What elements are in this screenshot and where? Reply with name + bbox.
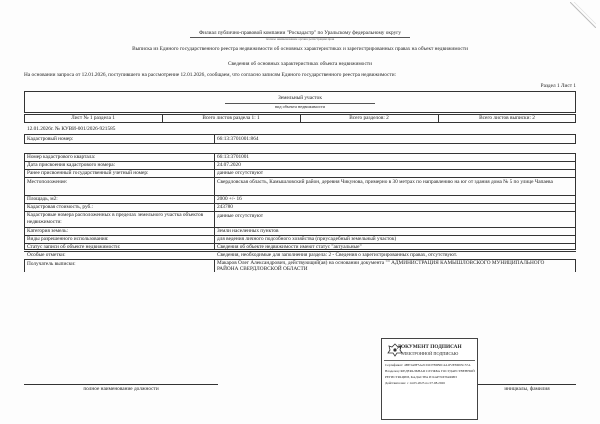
table-row-value: Сведения об объекте недвижимости имеют статус "актуальные" <box>217 244 362 250</box>
table-row-value: Макаров Олег Александрович, действующий(ая) на основании документа "" АДМИНИСТРАЦИЯ КАМЫШЛОВСКОГО МУНИЦИПАЛЬНОГО РАЙОНА СВЕРДЛОВСКОЙ ОБЛАСТИ <box>217 260 545 273</box>
object-type-caption: вид объекта недвижимости <box>275 104 325 109</box>
table-row-label: Виды разрешенного использования: <box>27 236 109 242</box>
extract-sheets-total: Всего листов выписки: 2 <box>479 115 535 121</box>
stamp-owner: Владелец: ФЕДЕРАЛЬНАЯ СЛУЖБА ГОСУДАРСТВЕННОЙ <box>385 369 475 373</box>
table-row-value: 66:13:3701001 <box>217 154 250 160</box>
table-row-value: Свердловская область, Камышловский район, деревня Чикунова, примерно в 30 метрах по направлению на юг от здания дома № 5 по улице Чапаева <box>217 179 553 185</box>
object-type: Земельный участок <box>278 95 322 101</box>
table-row-value: 243780 <box>217 204 233 210</box>
table-row-value: Сведения, необходимые для заполнения раздела: 2 - Сведения о зарегистрированных правах, отсутствуют. <box>217 252 458 258</box>
sheet-number: Лист № 1 раздела 1 <box>71 115 115 121</box>
document-title: Выписка из Единого государственного реестра недвижимости об основных характеристиках и зарегистрированных правах на объект недвижимости <box>132 46 468 52</box>
position-caption: полное наименование должности <box>83 386 159 392</box>
stamp-subtitle: ЭЛЕКТРОННОЙ ПОДПИСЬЮ <box>400 351 459 356</box>
table-row-label: Дата присвоения кадастрового номера: <box>27 162 116 168</box>
table-row-value: Земли населенных пунктов <box>217 228 279 234</box>
table-row-label: Кадастровые номера расположенных в пределах земельного участка объектов недвижимости: <box>27 212 204 225</box>
table-row-value: данные отсутствуют <box>217 213 264 219</box>
table-row-label: Местоположение: <box>27 179 68 185</box>
stamp-owner-cont: РЕГИСТРАЦИИ, КАДАСТРА И КАРТОГРАФИИ <box>385 375 457 379</box>
table-row-label: Категория земель: <box>27 228 68 234</box>
sheets-total: Всего листов раздела 1: 1 <box>202 115 260 121</box>
table-row-label: Особые отметки: <box>27 252 66 258</box>
cadastral-number-label: Кадастровый номер: <box>27 136 74 142</box>
stamp-certificate: Сертификат: 4ВЕ3А8F5А2С91D7Е6В0С4А1F2Е8D93С57А <box>385 363 471 367</box>
cadastral-number-row <box>24 134 576 144</box>
stamp-title: ДОКУМЕНТ ПОДПИСАН <box>397 344 462 350</box>
table-row-label: Ранее присвоенный государственный учетный номер: <box>27 170 149 176</box>
table-row-value: 24.07.2020 <box>217 162 241 168</box>
electronic-signature-stamp <box>381 338 478 420</box>
table-row-label: Статус записи об объекте недвижимости: <box>27 244 121 250</box>
table-row-value: данные отсутствуют <box>217 170 264 176</box>
sections-total: Всего разделов: 2 <box>349 115 389 121</box>
organization-caption: полное наименование органа регистрации прав <box>265 37 335 41</box>
section-label: Раздел 1 Лист 1 <box>540 83 576 89</box>
table-row-label: Номер кадастрового квартала: <box>27 154 96 160</box>
stamp-validity: Действителен: с 14.05.2025 по 07.08.2026 <box>385 381 445 385</box>
table-row-value: для ведения личного подсобного хозяйства (приусадебный земельный участок) <box>217 236 397 242</box>
table-row-value: 2000 +/- 16 <box>217 196 242 202</box>
organization-name: Филиал публично-правовой компании "Роскадастр" по Уральскому федеральному округу <box>198 30 402 36</box>
initials-caption: инициалы, фамилия <box>504 386 550 392</box>
table-row-label: Кадастровая стоимость, руб.: <box>27 204 94 210</box>
document-subtitle: Сведения об основных характеристиках объекта недвижимости <box>228 61 372 67</box>
document-date-number: 12.01.2026г. № КУВИ-001/2026-921585 <box>27 126 116 132</box>
folded-corner-icon <box>570 2 596 28</box>
table-row-label: Получатель выписки: <box>27 261 76 267</box>
cadastral-number-value: 66:13:3701001:864 <box>217 136 259 142</box>
request-intro: На основании запроса от 12.01.2026, поступившего на рассмотрение 12.01.2026, сообщаем, что согласно записям Единого государственного реестра недвижимости: <box>24 72 397 78</box>
table-row-label: Площадь, м2: <box>27 196 58 202</box>
